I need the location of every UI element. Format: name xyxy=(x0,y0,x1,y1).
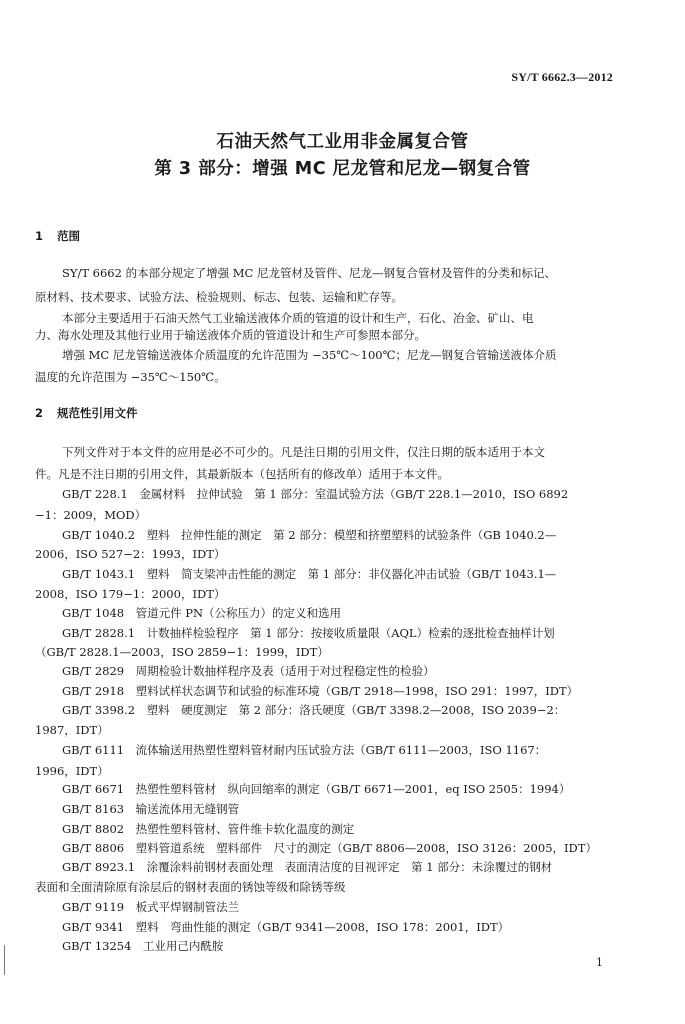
reference-entry-continued: 1996，IDT） xyxy=(35,764,109,778)
reference-entry: GB/T 1040.2 塑料 拉伸性能的测定 第 2 部分：模塑和挤塑塑料的试验条件（GB 1040.2— xyxy=(62,528,557,542)
document-title-line-2: 第 3 部分：增强 MC 尼龙管和尼龙—钢复合管 xyxy=(154,159,531,179)
paragraph-line: 温度的允许范围为 −35℃～150℃。 xyxy=(35,370,226,384)
reference-entry: GB/T 2918 塑料试样状态调节和试验的标准环境（GB/T 2918—1998，ISO 291：1997，IDT） xyxy=(62,684,579,698)
reference-entry: GB/T 1043.1 塑料 简支梁冲击性能的测定 第 1 部分：非仪器化冲击试验（GB/T 1043.1— xyxy=(62,567,557,581)
paragraph-line: 原材料、技术要求、试验方法、检验规则、标志、包装、运输和贮存等。 xyxy=(35,290,403,304)
reference-entry: GB/T 6111 流体输送用热塑性塑料管材耐内压试验方法（GB/T 6111—2003，ISO 1167： xyxy=(62,743,547,757)
reference-entry-continued: （GB/T 2828.1—2003，ISO 2859−1：1999，IDT） xyxy=(35,645,329,659)
paragraph-line: SY/T 6662 的本部分规定了增强 MC 尼龙管材及管件、尼龙—钢复合管材及管件的分类和标记、 xyxy=(62,266,556,280)
reference-entry-continued: −1：2009，MOD） xyxy=(35,508,147,522)
scan-edge-mark xyxy=(4,945,5,975)
paragraph-line: 本部分主要适用于石油天然气工业输送液体介质的管道的设计和生产，石化、冶金、矿山、电 xyxy=(62,311,534,325)
reference-entry: GB/T 13254 工业用己内酰胺 xyxy=(62,939,224,953)
reference-entry: GB/T 2828.1 计数抽样检验程序 第 1 部分：按接收质量限（AQL）检索的逐批检查抽样计划 xyxy=(62,626,555,640)
reference-entry: GB/T 1048 管道元件 PN（公称压力）的定义和选用 xyxy=(62,606,342,620)
section-2-heading xyxy=(35,405,138,421)
section-1-heading xyxy=(35,228,80,244)
reference-entry-continued: 2008，ISO 179−1：2000，IDT） xyxy=(35,587,226,601)
reference-entry: GB/T 9341 塑料 弯曲性能的测定（GB/T 9341—2008，ISO 178：2001，IDT） xyxy=(62,920,510,934)
paragraph-line: 下列文件对于本文件的应用是必不可少的。凡是注日期的引用文件，仅注日期的版本适用于本文 xyxy=(62,445,545,459)
reference-entry-continued: 2006，ISO 527−2：1993，IDT） xyxy=(35,547,226,561)
reference-entry: GB/T 3398.2 塑料 硬度测定 第 2 部分：洛氏硬度（GB/T 3398.2—2008，ISO 2039−2： xyxy=(62,703,566,717)
page-number: 1 xyxy=(596,956,603,969)
standard-code: SY/T 6662.3—2012 xyxy=(511,70,613,84)
reference-entry: GB/T 2829 周期检验计数抽样程序及表（适用于对过程稳定性的检验） xyxy=(62,664,435,678)
reference-entry: GB/T 8923.1 涂覆涂料前钢材表面处理 表面清洁度的目视评定 第 1 部分：未涂覆过的钢材 xyxy=(62,860,553,874)
paragraph-line: 增强 MC 尼龙管输送液体介质温度的允许范围为 −35℃～100℃；尼龙—钢复合管输送液体介质 xyxy=(62,348,557,362)
section-title: 规范性引用文件 xyxy=(57,406,138,420)
reference-entry: GB/T 8802 热塑性塑料管材、管件维卡软化温度的测定 xyxy=(62,822,355,836)
reference-entry: GB/T 8806 塑料管道系统 塑料部件 尺寸的测定（GB/T 8806—2008，ISO 3126：2005，IDT） xyxy=(62,841,597,855)
reference-entry: GB/T 6671 热塑性塑料管材 纵向回缩率的测定（GB/T 6671—2001，eq ISO 2505：1994） xyxy=(62,782,571,796)
reference-entry: GB/T 9119 板式平焊钢制管法兰 xyxy=(62,900,240,914)
section-title: 范围 xyxy=(57,229,80,243)
document-title-line-1: 石油天然气工业用非金属复合管 xyxy=(216,132,469,152)
reference-entry-continued: 1987，IDT） xyxy=(35,723,109,737)
section-number: 1 xyxy=(35,229,44,243)
paragraph-line: 件。凡是不注日期的引用文件，其最新版本（包括所有的修改单）适用于本文件。 xyxy=(35,467,449,481)
paragraph-line: 力、海水处理及其他行业用于输送液体介质的管道设计和生产可参照本部分。 xyxy=(35,328,426,342)
reference-entry: GB/T 8163 输送流体用无缝钢管 xyxy=(62,802,240,816)
reference-entry: GB/T 228.1 金属材料 拉伸试验 第 1 部分：室温试验方法（GB/T 228.1—2010，ISO 6892 xyxy=(62,487,569,501)
section-number: 2 xyxy=(35,406,44,420)
reference-entry-continued: 表面和全面清除原有涂层后的钢材表面的锈蚀等级和除锈等级 xyxy=(35,880,346,894)
